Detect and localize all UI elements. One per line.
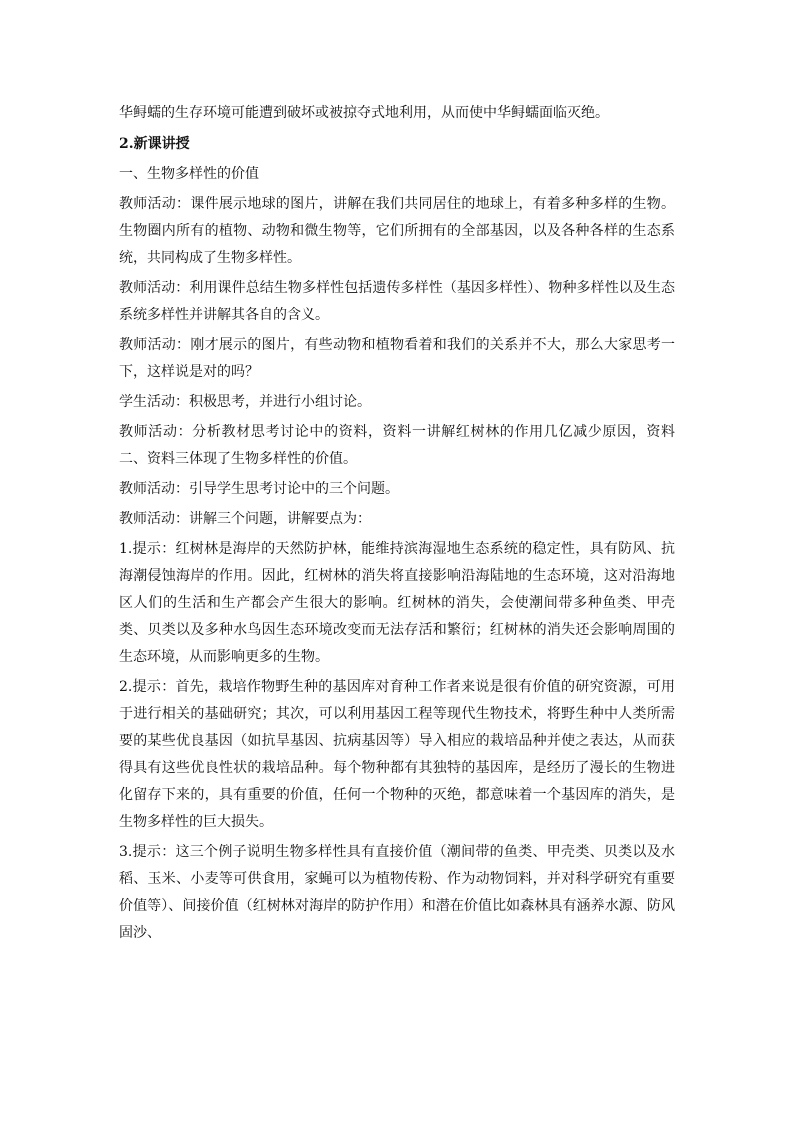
paragraph-teacher-activity-5: 教师活动：引导学生思考讨论中的三个问题。 [119,481,399,497]
paragraph-teacher-activity-3: 教师活动：刚才展示的图片，有些动物和植物看着和我们的关系并不大，那么大家思考一下，这样说是对的吗？ [119,337,675,380]
section-heading-new-lesson: 2.新课讲授 [119,136,190,152]
paragraph-teacher-activity-1: 教师活动：课件展示地球的图片，讲解在我们共同居住的地球上，有着多种多样的生物。生物圈内所有的植物、动物和微生物等，它们所拥有的全部基因，以及各种各样的生态系统，共同构成了生物多样性。 [119,196,675,266]
paragraph-hint-3: 3.提示：这三个例子说明生物多样性具有直接价值（潮间带的鱼类、甲壳类、贝类以及水稻、玉米、小麦等可供食用，家蝇可以为植物传粉、作为动物饲料，并对科学研究有重要价值等）、间接价值（红树林对海岸的防护作用）和潜在价值比如森林具有涵养水源、防风固沙、 [119,844,675,941]
subsection-heading-biodiversity-value: 一、生物多样性的价值 [119,166,259,182]
paragraph-hint-1: 1.提示：红树林是海岸的天然防护林，能维持滨海湿地生态系统的稳定性，具有防风、抗海潮侵蚀海岸的作用。因此，红树林的消失将直接影响沿海陆地的生态环境，这对沿海地区人们的生活和生产都会产生很大的影响。红树林的消失，会使潮间带多种鱼类、甲壳类、贝类以及多种水鸟因生态环境改变而无法存活和繁衍；红树林的消失还会影响周围的生态环境，从而影响更多的生物。 [119,541,675,665]
paragraph-teacher-activity-6: 教师活动：讲解三个问题，讲解要点为： [119,511,371,527]
paragraph-student-activity: 学生活动：积极思考，并进行小组讨论。 [119,394,371,410]
document-body [119,100,675,950]
paragraph-hint-2: 2.提示：首先，栽培作物野生种的基因库对育种工作者来说是很有价值的研究资源，可用于进行相关的基础研究；其次，可以利用基因工程等现代生物技术，将野生种中人类所需要的某些优良基因（如抗旱基因、抗病基因等）导入相应的栽培品种并使之表达，从而获得具有这些优良性状的栽培品种。每个物种都有其独特的基因库，是经历了漫长的生物进化留存下来的，具有重要的价值，任何一个物种的灭绝，都意味着一个基因库的消失，是生物多样性的巨大损失。 [119,679,675,830]
paragraph-intro-continuation: 华鲟蠕的生存环境可能遭到破坏或被掠夺式地利用，从而使中华鲟蠕面临灭绝。 [119,105,609,121]
paragraph-teacher-activity-4: 教师活动：分析教材思考讨论中的资料，资料一讲解红树林的作用几亿减少原因，资料二、资料三体现了生物多样性的价值。 [119,424,675,467]
paragraph-teacher-activity-2: 教师活动：利用课件总结生物多样性包括遗传多样性（基因多样性）、物种多样性以及生态系统多样性并讲解其各自的含义。 [119,280,675,323]
